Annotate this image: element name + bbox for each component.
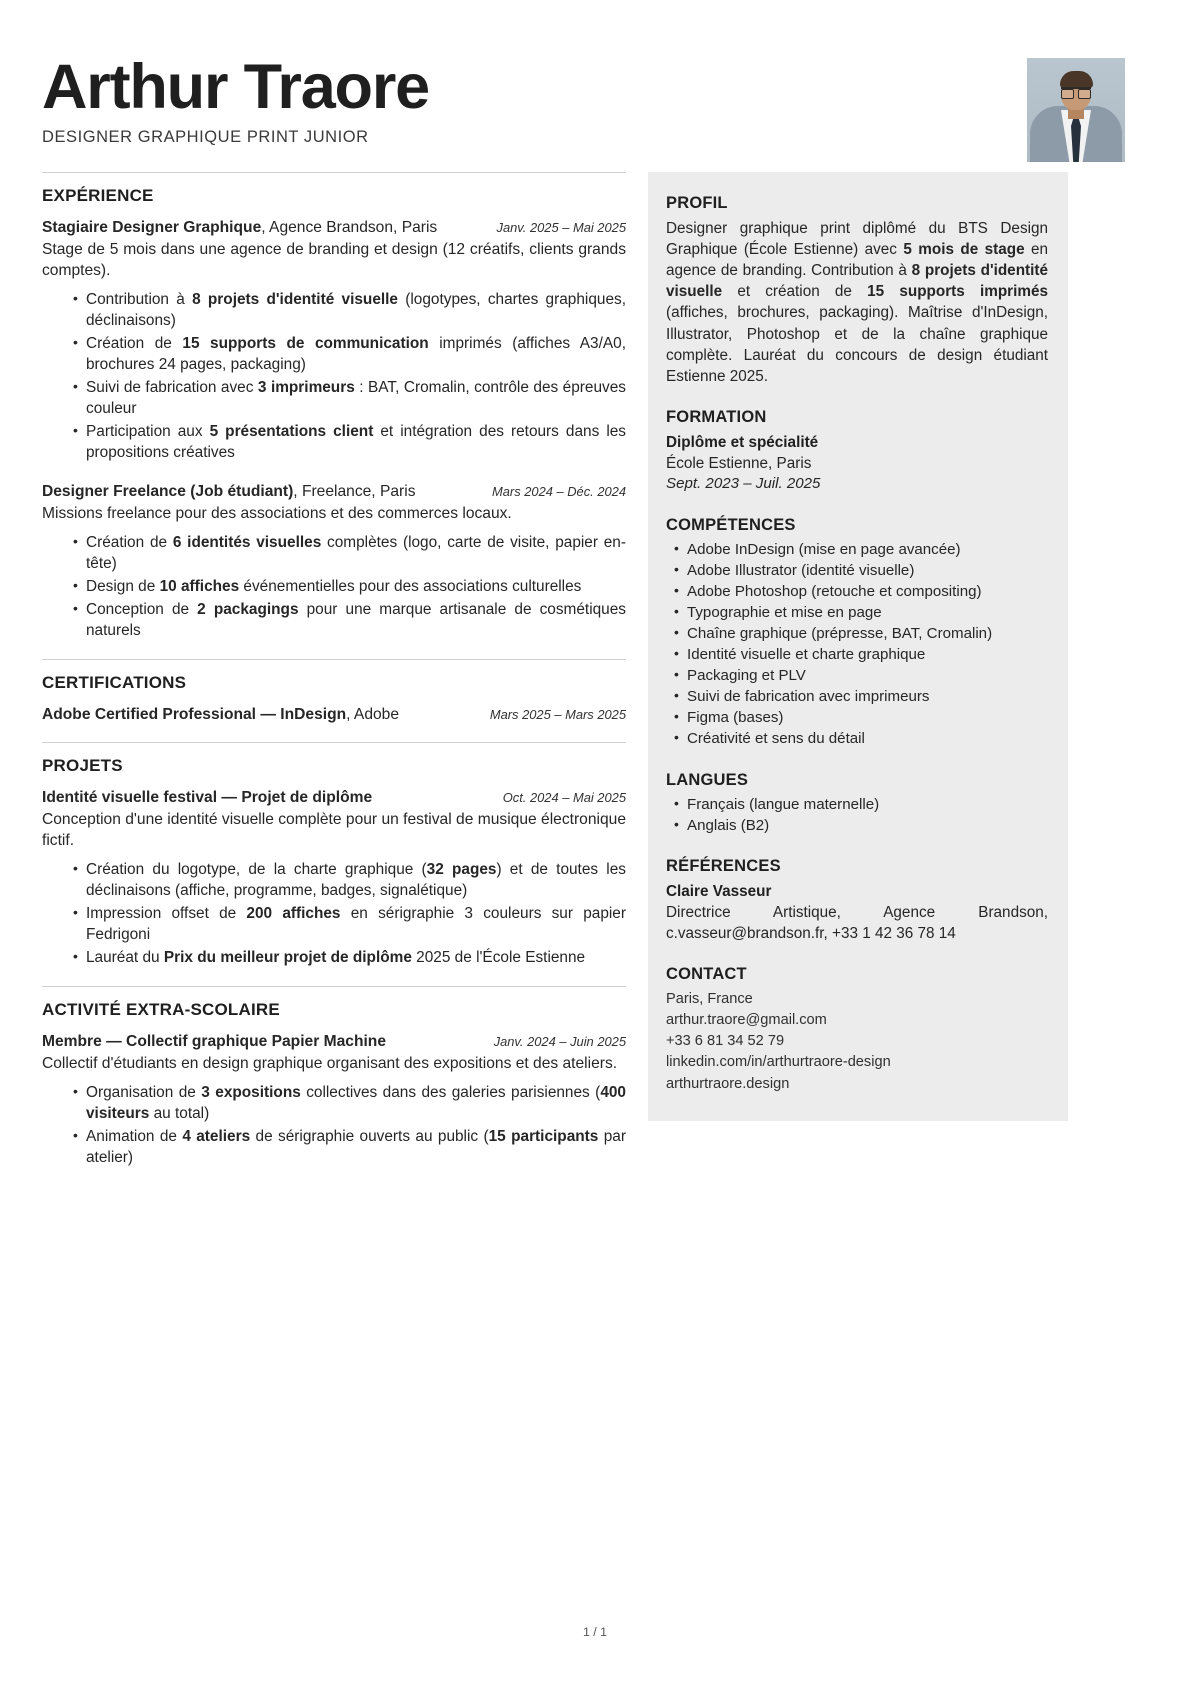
experience-entry: [42, 481, 626, 642]
header-text-group: [42, 42, 429, 147]
reference-detail: Directrice Artistique, Agence Brandson, c.vasseur@brandson.fr, +33 1 42 36 78 14: [666, 903, 1048, 942]
languages-list: [666, 795, 1048, 836]
project-entry: [42, 787, 626, 969]
entry-header: [42, 1031, 626, 1052]
entry-bullets: [42, 860, 626, 969]
list-item: • Animation de 4 ateliers de sérigraphie ouverts au public (15 participants par atelier): [73, 1127, 626, 1169]
sidebar-title-education: FORMATION: [666, 407, 767, 426]
main-column: [42, 172, 634, 1186]
list-item: • Suivi de fabrication avec 3 imprimeurs : BAT, Cromalin, contrôle des épreuves couleur: [73, 378, 626, 420]
entry-bullets: [42, 1083, 626, 1169]
sidebar-section-education: [666, 408, 1048, 495]
entry-date: Mars 2025 – Mars 2025: [489, 706, 626, 722]
certification-entry: [42, 704, 626, 725]
extracurricular-entry: [42, 1031, 626, 1169]
sidebar-section-contact: [666, 965, 1048, 1095]
list-item: • Impression offset de 200 affiches en sérigraphie 3 couleurs sur papier Fedrigoni: [73, 904, 626, 946]
entry-title: [42, 217, 437, 238]
sidebar-section-references: [666, 857, 1048, 944]
entry-date: Mars 2024 – Déc. 2024: [492, 483, 626, 499]
portrait-photo: [1027, 58, 1125, 162]
contact-location: Paris, France: [666, 991, 753, 1007]
entry-bullets: [42, 290, 626, 464]
sidebar-section-profile: [666, 194, 1048, 387]
sidebar-title-languages: LANGUES: [666, 770, 749, 789]
entry-header: [42, 217, 626, 238]
contact-email[interactable]: arthur.traore@gmail.com: [666, 1012, 827, 1029]
list-item: • Organisation de 3 expositions collectives dans des galeries parisiennes (400 visiteurs au total): [73, 1083, 626, 1125]
reference-name: Claire Vasseur: [666, 882, 772, 900]
education-school: École Estienne, Paris: [666, 454, 812, 472]
entry-role: Membre — Collectif graphique Papier Machine: [42, 1033, 386, 1051]
entry-company: , Freelance, Paris: [293, 482, 416, 500]
entry-role: Stagiaire Designer Graphique: [42, 219, 262, 236]
sidebar-title-contact: CONTACT: [666, 965, 747, 983]
section-title-experience: EXPÉRIENCE: [42, 172, 626, 206]
candidate-headline: DESIGNER GRAPHIQUE PRINT JUNIOR: [42, 128, 369, 146]
list-item: • Typographie et mise en page: [674, 603, 1048, 623]
section-experience: [42, 172, 626, 642]
list-item: • Identité visuelle et charte graphique: [674, 645, 1048, 665]
section-extracurricular: [42, 986, 626, 1169]
entry-company: , Adobe: [346, 705, 400, 723]
entry-title: [42, 787, 372, 808]
section-certifications: [42, 659, 626, 725]
profile-text: Designer graphique print diplômé du BTS Design Graphique (École Estienne) avec 5 mois de stage en agence de branding. Contribution à 8 projets d'identité visuelle et création de 15 supports imprimés (affiches, brochures, packaging). Maîtrise d'InDesign, Illustrator, Photoshop et de la chaîne graphique complète. Lauréat du concours de design étudiant Estienne 2025.: [666, 220, 1048, 385]
entry-title: [42, 481, 416, 502]
list-item: • Design de 10 affiches événementielles pour des associations culturelles: [73, 577, 626, 598]
contact-phone: +33 6 81 34 52 79: [666, 1033, 785, 1050]
section-title-extracurricular: ACTIVITÉ EXTRA-SCOLAIRE: [42, 986, 626, 1020]
resume-columns: [42, 172, 1146, 1186]
entry-role: Identité visuelle festival — Projet de diplôme: [42, 788, 373, 806]
sidebar-title-references: RÉFÉRENCES: [666, 856, 781, 875]
entry-date: Oct. 2024 – Mai 2025: [502, 789, 626, 805]
list-item: • Lauréat du Prix du meilleur projet de diplôme 2025 de l'École Estienne: [73, 948, 626, 969]
entry-bullets: [42, 533, 626, 642]
entry-header: [42, 704, 626, 725]
list-item: • Création de 6 identités visuelles complètes (logo, carte de visite, papier en-tête): [73, 533, 626, 575]
entry-title: [42, 704, 399, 725]
resume-header: [42, 42, 1146, 172]
portrait-hair: [1060, 71, 1093, 88]
entry-description: Missions freelance pour des associations et des commerces locaux.: [42, 505, 512, 522]
education-degree: Diplôme et spécialité: [666, 433, 819, 451]
candidate-name: Arthur Traore: [42, 52, 429, 122]
list-item: • Chaîne graphique (prépresse, BAT, Cromalin): [674, 624, 1048, 644]
sidebar-section-skills: [666, 516, 1048, 750]
contact-website[interactable]: arthurtraore.design: [666, 1075, 790, 1092]
entry-title: [42, 1031, 386, 1052]
list-item: • Contribution à 8 projets d'identité visuelle (logotypes, chartes graphiques, déclinaisons): [73, 290, 626, 332]
education-dates: Sept. 2023 – Juil. 2025: [666, 475, 821, 493]
list-item: • Adobe Illustrator (identité visuelle): [674, 561, 1048, 581]
list-item: • Création du logotype, de la charte graphique (32 pages) et de toutes les déclinaisons (affiche, programme, badges, signalétique): [73, 860, 626, 902]
sidebar: [648, 172, 1068, 1121]
section-title-projects: PROJETS: [42, 742, 626, 776]
list-item: • Adobe InDesign (mise en page avancée): [674, 540, 1048, 560]
section-title-certifications: CERTIFICATIONS: [42, 659, 626, 693]
entry-description: Stage de 5 mois dans une agence de branding et design (12 créatifs, clients grands comptes).: [42, 241, 626, 280]
entry-description: Conception d'une identité visuelle complète pour un festival de musique électronique fictif.: [42, 810, 626, 850]
skills-list: [666, 540, 1048, 750]
entry-header: [42, 481, 626, 502]
page-footer: 1 / 1: [582, 1625, 608, 1639]
list-item: • Conception de 2 packagings pour une marque artisanale de cosmétiques naturels: [73, 600, 626, 642]
entry-date: Janv. 2025 – Mai 2025: [496, 220, 626, 235]
entry-role: Adobe Certified Professional — InDesign: [42, 705, 347, 723]
list-item: • Packaging et PLV: [674, 666, 1048, 686]
entry-header: [42, 787, 626, 808]
entry-company: , Agence Brandson, Paris: [261, 219, 438, 236]
sidebar-title-skills: COMPÉTENCES: [666, 515, 796, 534]
portrait-glasses-icon: [1061, 87, 1091, 95]
sidebar-section-languages: [666, 771, 1048, 836]
entry-description: Collectif d'étudiants en design graphique organisant des expositions et des ateliers.: [42, 1055, 618, 1073]
list-item: • Adobe Photoshop (retouche et compositing): [674, 582, 1048, 602]
sidebar-title-profile: PROFIL: [666, 194, 728, 212]
list-item: • Anglais (B2): [674, 816, 1048, 836]
entry-date: Janv. 2024 – Juin 2025: [493, 1034, 626, 1050]
experience-entry: [42, 217, 626, 464]
list-item: • Français (langue maternelle): [674, 795, 1048, 815]
list-item: • Suivi de fabrication avec imprimeurs: [674, 687, 1048, 707]
list-item: • Créativité et sens du détail: [674, 729, 1048, 749]
contact-linkedin[interactable]: linkedin.com/in/arthurtraore-design: [666, 1054, 891, 1071]
list-item: • Participation aux 5 présentations client et intégration des retours dans les propositions créatives: [73, 422, 626, 464]
list-item: • Création de 15 supports de communication imprimés (affiches A3/A0, brochures 24 pages, packaging): [73, 334, 626, 376]
entry-role: Designer Freelance (Job étudiant): [42, 482, 294, 500]
list-item: • Figma (bases): [674, 708, 1048, 728]
section-projects: [42, 742, 626, 969]
